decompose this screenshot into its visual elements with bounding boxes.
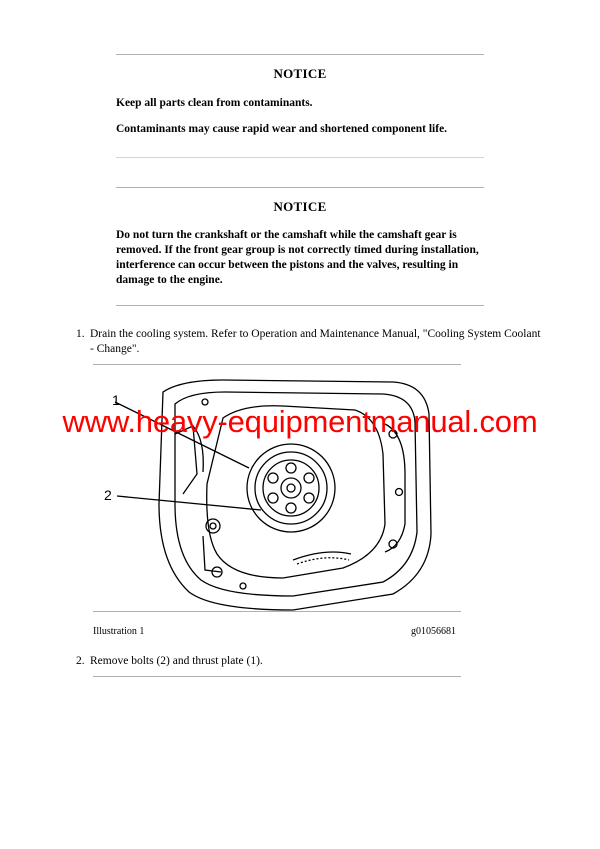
callout-2: 2 (104, 487, 112, 503)
step-2-number: 2. (76, 655, 85, 667)
step-2-rule (93, 676, 461, 677)
step-1-number: 1. (76, 328, 85, 340)
step-1-text: Drain the cooling system. Refer to Operation and Maintenance Manual, "Cooling System Coolant - Change". (90, 328, 541, 355)
notice-1-top-rule (116, 54, 484, 55)
notice-2-title: NOTICE (273, 199, 327, 214)
step-2 (76, 654, 546, 669)
watermark: www.heavy-equipmentmanual.com (62, 404, 538, 439)
notice-1-title: NOTICE (273, 66, 327, 81)
notice-2-bottom-rule (116, 305, 484, 306)
callout-1: 1 (112, 392, 120, 408)
step-1 (76, 327, 546, 357)
step-1-rule (93, 364, 461, 365)
notice-2-top-rule (116, 187, 484, 188)
notice-1-bottom-rule (116, 157, 484, 158)
illustration-code: g01056681 (411, 626, 456, 637)
illustration-bottom-rule (93, 611, 461, 612)
step-2-text: Remove bolts (2) and thrust plate (1). (90, 655, 263, 667)
illustration-caption: Illustration 1 (93, 626, 145, 637)
notice-1-line-2: Contaminants may cause rapid wear and shortened component life. (116, 123, 448, 135)
notice-2-text: Do not turn the crankshaft or the camshaft while the camshaft gear is removed. If the front gear group is not correctly timed during installation, interference can occur between the pistons and the valves, resulting in damage to the engine. (116, 229, 479, 286)
notice-1-line-1: Keep all parts clean from contaminants. (116, 97, 313, 109)
